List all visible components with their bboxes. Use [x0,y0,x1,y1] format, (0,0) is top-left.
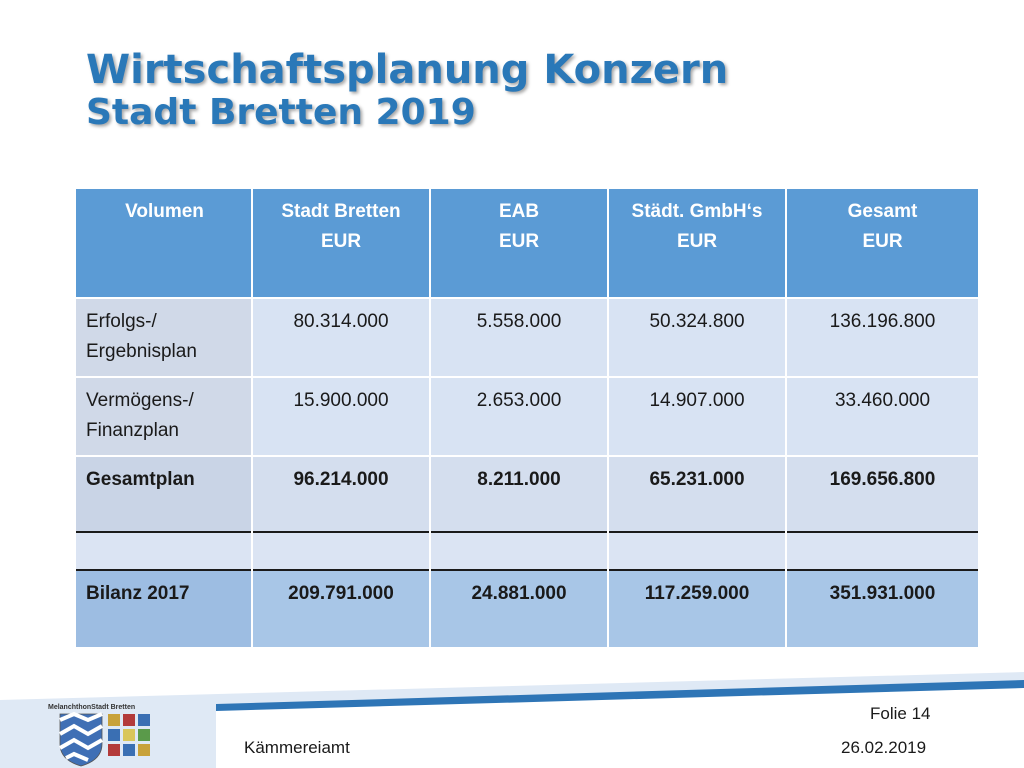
cell-value: 136.196.800 [786,298,978,377]
footer-date: 26.02.2019 [841,738,927,757]
crest-icon [123,714,135,726]
cell-value: 2.653.000 [430,377,608,456]
cell-value: 65.231.000 [608,456,786,532]
cell-value: 5.558.000 [430,298,608,377]
row-label: Bilanz 2017 [76,570,252,647]
cell-value: 80.314.000 [252,298,430,377]
row-label: Erfolgs-/ Ergebnisplan [76,298,252,377]
row-label: Gesamtplan [76,456,252,532]
cell-value: 117.259.000 [608,570,786,647]
header-eab: EAB EUR [430,189,608,298]
cell-value: 24.881.000 [430,570,608,647]
logo-text: MelanchthonStadt Bretten [48,704,136,711]
city-logo [44,700,164,768]
footer-slide-number: Folie 14 [870,704,931,723]
cell-value: 8.211.000 [430,456,608,532]
crest-icon [108,744,120,756]
header-volumen: Volumen [76,189,252,298]
header-staedt-gmbhs: Städt. GmbH‘s EUR [608,189,786,298]
slide-title-line1: Wirtschaftsplanung Konzern [86,47,729,93]
crest-icon [108,714,120,726]
cell-value: 15.900.000 [252,377,430,456]
footer-department: Kämmereiamt [244,738,350,757]
crest-icon [108,729,120,741]
header-stadt-bretten: Stadt Bretten EUR [252,189,430,298]
cell-value: 96.214.000 [252,456,430,532]
cell-value: 50.324.800 [608,298,786,377]
row-label: Vermögens-/ Finanzplan [76,377,252,456]
crest-icon [138,729,150,741]
crest-icon [138,744,150,756]
cell-value: 351.931.000 [786,570,978,647]
crest-icon [123,729,135,741]
slide-title-line2: Stadt Bretten 2019 [86,91,476,133]
cell-value: 209.791.000 [252,570,430,647]
cell-value: 14.907.000 [608,377,786,456]
crest-icon [138,714,150,726]
cell-value: 169.656.800 [786,456,978,532]
cell-value: 33.460.000 [786,377,978,456]
header-gesamt: Gesamt EUR [786,189,978,298]
crest-icon [123,744,135,756]
